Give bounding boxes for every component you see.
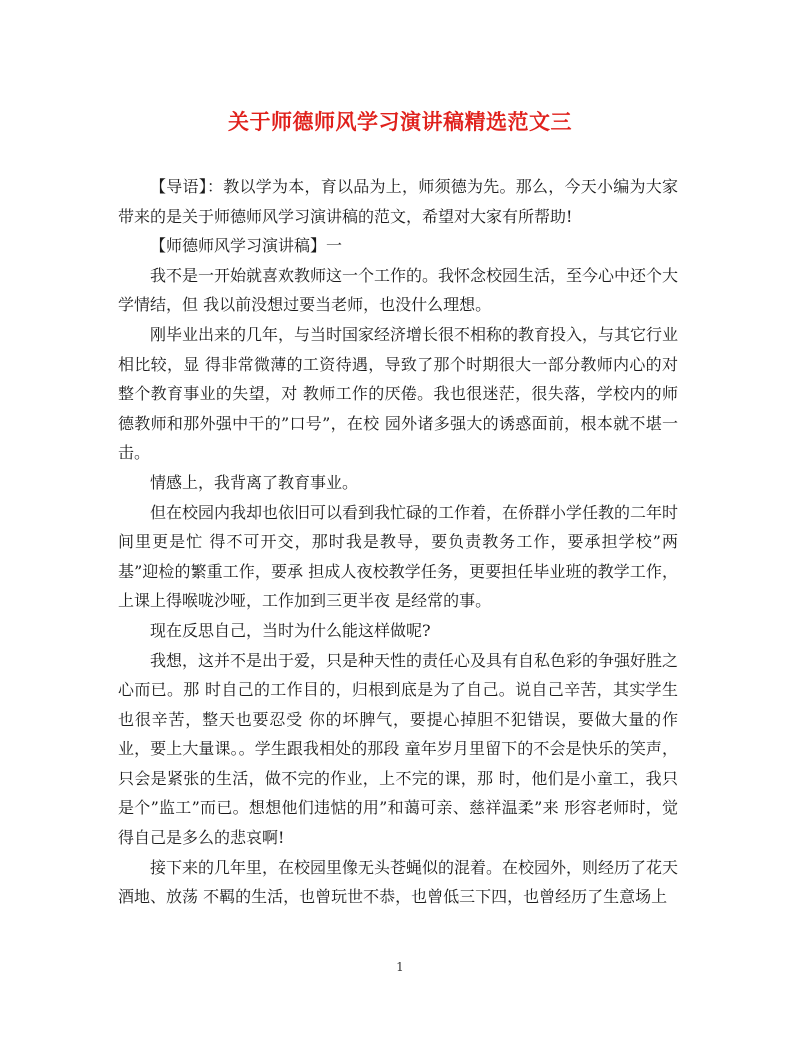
page-number: 1 [396, 960, 404, 974]
document-body [118, 172, 678, 912]
document-title: 关于师德师风学习演讲稿精选范文三 [228, 109, 572, 134]
paragraph: 我想，这并不是出于爱，只是种天性的责任心及具有自私色彩的争强好胜之心而已。那 时自己的工作目的，归根到底是为了自己。说自己辛苦，其实学生也很辛苦，整天也要忍受 你的坏脾气，要提心掉胆不犯错误，要做大量的作业，要上大量课。。学生跟我相处的那段 童年岁月里留下的不会是快乐的笑声，只会是紧张的生活，做不完的作业，上不完的课，那 时，他们是小童工，我只是个”监工”而已。想想他们违惦的用”和蔼可亲、慈祥温柔”来 形容老师时，觉得自己是多么的悲哀啊! [118, 650, 679, 848]
paragraph: 我不是一开始就喜欢教师这一个工作的。我怀念校园生活，至今心中还个大学情结，但 我以前没想过要当老师，也没什么理想。 [118, 265, 679, 315]
paragraph-section-heading: 【师德师风学习演讲稿】一 [150, 236, 343, 256]
paragraph: 但在校园内我却也依旧可以看到我忙碌的工作着，在侨群小学任教的二年时间里更是忙 得不可开交，那时我是教导，要负责教务工作，要承担学校”两基”迎检的繁重工作，要承 担成人夜校教学任务，更要担任毕业班的教学工作，上课上得喉咙沙哑，工作加到三更半夜 是经常的事。 [118, 502, 679, 611]
paragraph: 现在反思自己，当时为什么能这样做呢? [150, 620, 431, 640]
paragraph-intro: 【导语】：教以学为本，育以品为上，师须德为先。那么，今天小编为大家带来的是关于师德师风学习演讲稿的范文，希望对大家有所帮助! [118, 177, 678, 226]
paragraph: 刚毕业出来的几年，与当时国家经济增长很不相称的教育投入，与其它行业相比较，显 得非常微薄的工资待遇，导致了那个时期很大一部分教师内心的对整个教育事业的失望，对 教师工作的厌倦。我也很迷茫，很失落，学校内的师德教师和那外强中干的”口号”，在校 园外诸多强大的诱惑面前，根本就不堪一击。 [118, 324, 679, 463]
paragraph: 接下来的几年里，在校园里像无头苍蝇似的混着。在校园外，则经历了花天酒地、放荡 不羁的生活，也曾玩世不恭，也曾低三下四，也曾经历了生意场上 [118, 857, 679, 907]
paragraph: 情感上，我背离了教育事业。 [150, 472, 359, 492]
